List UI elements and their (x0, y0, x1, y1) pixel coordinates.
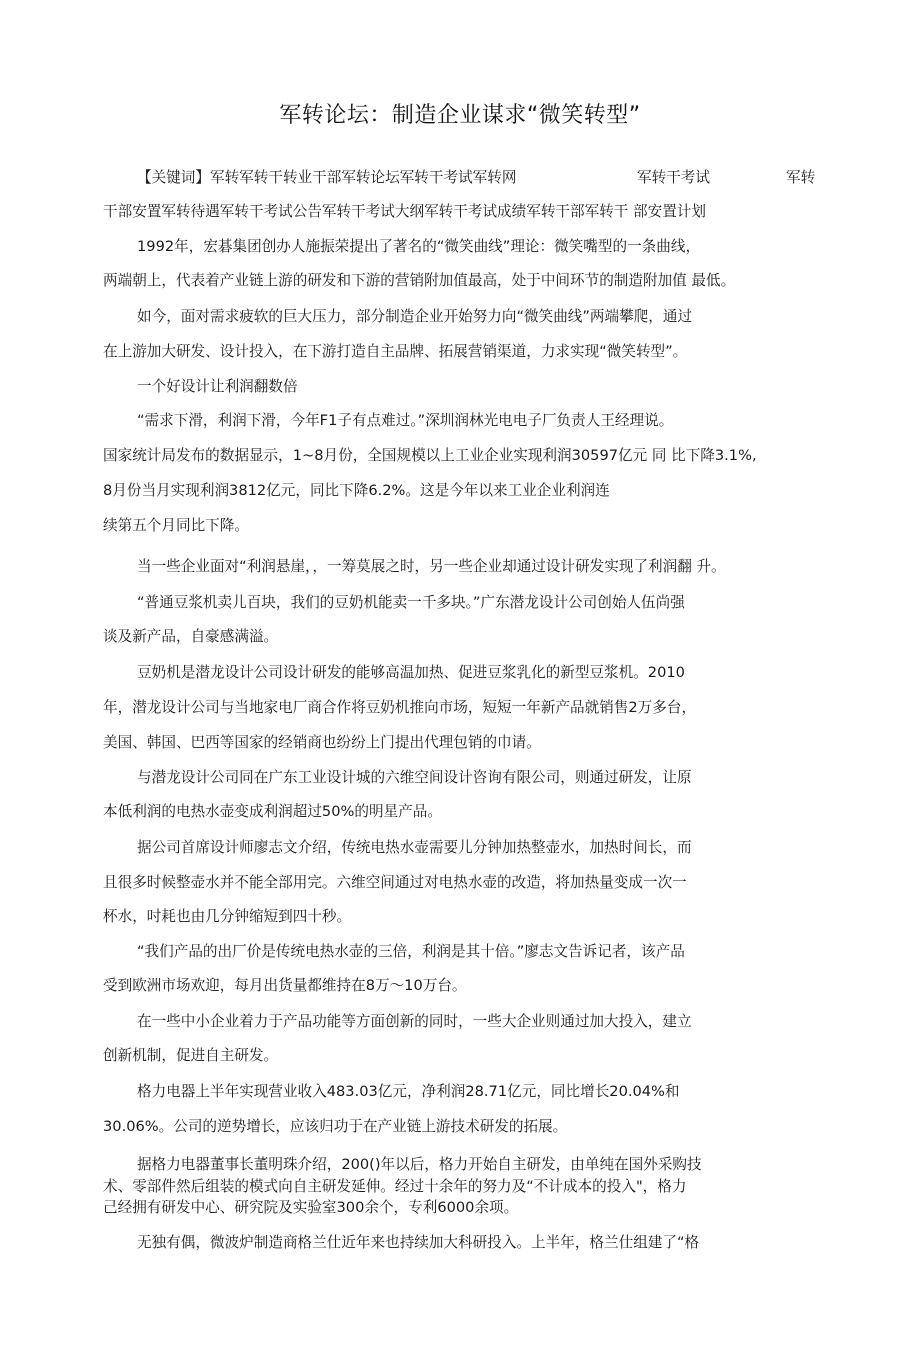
text-line: 杯水，吋耗也由几分钟缩短到四十秒。 (103, 908, 352, 925)
text-line: 在上游加大研发、设计投入，在下游打造自主品牌、拓展营销渠道，力求实现“微笑转型”。 (103, 343, 688, 360)
section-heading: 一个好设计让利润翻数倍 (137, 378, 298, 395)
text-line: 在一些中小企业着力于产品功能等方面创新的同时，一些大企业则通过加大投入，建立 (137, 1013, 692, 1030)
keywords-line-2: 干部安置军转待遇军转干考试公告军转干考试大纲军转干考试成绩军转干部军转干 部安置计划 (103, 203, 706, 220)
text-line: 续第五个月同比下降。 (103, 517, 249, 534)
text-line: 创新机制，促进自主研发。 (103, 1047, 279, 1064)
text-line: “我们产品的出厂价是传统电热水壶的三倍，利润是其十倍。”廖志文告诉记者，该产品 (137, 943, 685, 960)
text-line: 受到欧洲市场欢迎，每月出货量都维持在8万〜10万台。 (103, 977, 467, 994)
text-line: 8月份当月实现利润3812亿元，同比下降6.2%。这是今年以来工业企业利润连 (103, 482, 610, 499)
text-line: 年，潜龙设计公司与当地家电厂商合作将豆奶机推向市场，短短一年新产品就销售2万多台， (103, 699, 697, 716)
text-line: 据格力电器董事长董明珠介绍，200()年以后，格力开始自主研发，由单纯在国外采购技 (137, 1156, 702, 1173)
keywords-line-1: 【关键词】军转军转干转业干部军转论坛军转干考试军转网 (137, 169, 517, 186)
text-line: 格力电器上半年实现营业收入483.03亿元，净利润28.71亿元，同比增长20.04%和 (137, 1083, 680, 1100)
text-line: 据公司首席设计师廖志文介绍，传统电热水壶需要儿分钟加热整壶水，加热时间长，而 (137, 839, 692, 856)
text-line: 己经拥有研发中心、研究院及实验室300余个，专利6000余项。 (103, 1199, 519, 1216)
text-line: 且很多时候整壶水并不能全部用完。六维空间通过对电热水壶的改造，将加热量变成一次一 (103, 874, 687, 891)
text-line: 30.06%。公司的逆势增长，应该归功于在产业链上游技术研发的拓展。 (103, 1118, 568, 1135)
text-line: 豆奶机是潜龙设计公司设计研发的能够高温加热、促进豆浆乳化的新型豆浆机。2010 (137, 664, 685, 681)
text-line: 谈及新产品，自豪感满溢。 (103, 628, 279, 645)
text-line: 国家统计局发布的数据显示，1~8月份，全国规模以上工业企业实现利润30597亿元 同 比下降3.1%, (103, 447, 757, 464)
text-line: 术、零部件然后组装的模式向自主研发延伸。经过十余年的努力及“不计成本的投入"，格力 (103, 1178, 687, 1195)
text-line: 美国、韩国、巴西等国家的经销商也纷纷上门提出代理包销的巾请。 (103, 734, 541, 751)
keywords-line-1-end: 军转 (786, 169, 816, 186)
text-line: 如今，面对需求疲软的巨大压力，部分制造企业开始努力向“微笑曲线”两端攀爬，通过 (137, 308, 693, 325)
text-line: 1992年，宏碁集团创办人施振荣提出了著名的“微笑曲线”理论：微笑嘴型的一条曲线， (137, 238, 701, 255)
keywords-line-1-mid: 军转干考试 (637, 169, 710, 186)
text-line: “需求下滑，利润下滑，今年F1子有点难过。”深圳润林光电电子厂负责人王经理说。 (137, 412, 674, 429)
text-line: 本低利润的电热水壶变成利润超过50%的明星产品。 (103, 803, 442, 820)
text-line: 无独有偶，微波炉制造商格兰仕近年来也持续加大科研投入。上半年，格兰仕组建了“格 (137, 1234, 700, 1251)
article-title: 军转论坛：制造企业谋求“微笑转型” (279, 103, 641, 128)
text-line: 两端朝上，代表着产业链上游的研发和下游的营销附加值最高，处于中间环节的制造附加值 最低。 (103, 272, 736, 289)
text-line: 与潜龙设计公司同在广东工业设计城的六维空间设计咨询有限公司，则通过研发，让原 (137, 769, 692, 786)
text-line: “普通豆浆机卖儿百块，我们的豆奶机能卖一千多块。”广东潜龙设计公司创始人伍尚强 (137, 594, 685, 611)
text-line: 当一些企业面对“利润悬崖，，一筹莫展之时，另一些企业却通过设计研发实现了利润翻 升。 (137, 558, 726, 575)
